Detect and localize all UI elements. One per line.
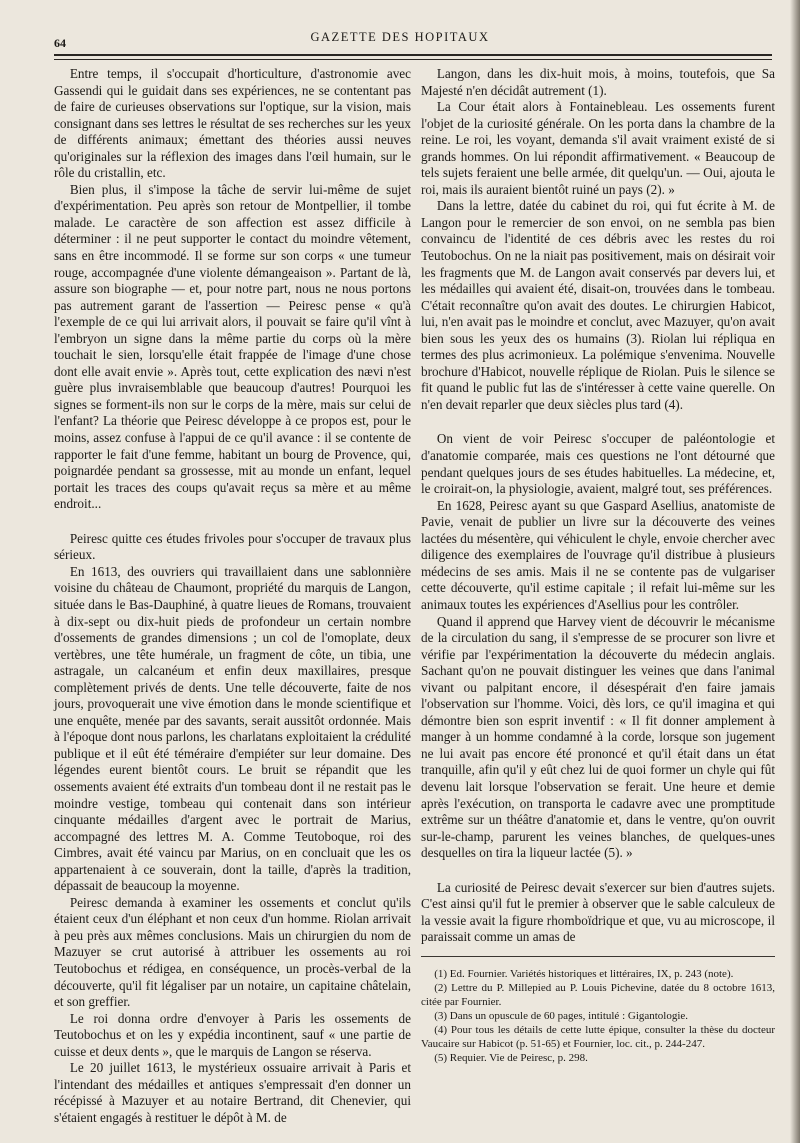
paragraph: La curiosité de Peiresc devait s'exercer sur bien d'autres sujets. C'est ainsi qu'il fut le premier à observer que le sable calculeux de la vessie avait la figure rhomboïdrique et que, vu au microscope, il paraissait comme un amas de <box>421 879 775 945</box>
footnote: (4) Pour tous les détails de cette lutte épique, consulter la thèse du docteur Vaucaire sur Habicot (p. 51-65) et Fournier, loc. cit., p. 244-247. <box>421 1023 775 1050</box>
paragraph: En 1613, des ouvriers qui travaillaient dans une sablonnière voisine du château de Chaumont, propriété du marquis de Langon, située dans le Bas-Dauphiné, à quatre lieues de Romans, trouvaient à dix-sept ou dix-huit pieds de profondeur un certain nombre d'ossements de grandes dimensions ; un col de l'omoplate, deux vertèbres, une tête humérale, un fragment de côte, un tibia, une astragale, un calcanéum et enfin deux maxillaires, presque complètement privés de dents. Une telle découverte, faite de nos jours, provoquerait une vive émotion dans le monde scientifique et une enquête, menée par des savants, serait aussitôt ordonnée. Mais à l'époque dont nous parlons, les charlatans exploitaient la crédulité publique et il eût été téméraire d'empiéter sur leur domaine. Des légendes eurent bientôt cours. Le bruit se répandit que les ossements avaient été extraits d'un tombeau dont il ne restait pas le moindre vestige, tombeau qui contenait dans son intérieur cinquante médailles d'argent avec le portrait de Marius, accompagné des lettres M. A. Comme Teutoboque, roi des Cimbres, avait été vaincu par Marius, on en concluait que les os appartenaient à ce souverain, dont la taille, d'après la tradition, dépassait de beaucoup la moyenne. <box>54 563 411 894</box>
paragraph: La Cour était alors à Fontainebleau. Les ossements furent l'objet de la curiosité générale. On les porta dans la chambre de la reine. Le roi, les voyant, demanda s'il avait vraiment existé de si grands hommes. On lui répondit affirmativement. « Beaucoup de tels sujets feraient une belle armée, dit quelqu'un. — Oui, ajouta le roi, mais ils auraient bientôt ruiné un pays (2). » <box>421 99 775 197</box>
footnote: (1) Ed. Fournier. Variétés historiques et littéraires, IX, p. 243 (note). <box>434 967 734 980</box>
footnote-separator <box>421 956 775 957</box>
paragraph: En 1628, Peiresc ayant su que Gaspard Asellius, anatomiste de Pavie, venait de publier un livre sur la découverte des veines lactées du mésentère, qui véhiculent le chyle, envoie chercher avec diligence des exemplaires de l'ouvrage qu'il distribue à plusieurs médecins de ses amis. Mais il ne se contente pas de vulgariser cette découverte, qu'il estime capitale ; il refait lui-même sur les animaux toutes les expériences d'Asellius pour les contrôler. <box>421 497 775 612</box>
paragraph: Le 20 juillet 1613, le mystérieux ossuaire arrivait à Paris et l'intendant des médailles et antiques s'empressait d'en donner un récépissé à Mazuyer et au notaire Bertrand, dit Chenevier, qui s'étaient engagés à restituer le dépôt à M. de <box>54 1060 411 1125</box>
page-number: 64 <box>54 36 66 50</box>
footnote: (5) Requier. Vie de Peiresc, p. 298. <box>434 1051 588 1064</box>
paragraph: Le roi donna ordre d'envoyer à Paris les ossements de Teutobochus et on les y expédia incontinent, sauf « une partie de cuisse et deux dents », que le marquis de Langon se réserva. <box>54 1010 411 1059</box>
paragraph: Bien plus, il s'impose la tâche de servir lui-même de sujet d'expérimentation. Peu après son retour de Montpellier, il tombe malade. Le caractère de son affection est assez difficile à déterminer : il ne peut supporter le contact du moindre vêtement, sans en être incommodé. Il se forme sur son corps « une tumeur rouge, accompagnée d'une violente démangeaison ». Partant de là, assure son biographe — et, pour notre part, nous ne nous portons pas autrement garant de l'assertion — Peiresc pense « qu'à l'exemple de ce qui lui arrivait alors, il pouvait se faire qu'il vînt à l'embryon un signe dans la même partie du corps où la mère touchait le sien, lorsqu'elle était frappée de l'image d'une chose dont elle avait envie ». Après tout, cette explication des nævi n'est guère plus invraisemblable que beaucoup d'autres! Pourquoi les signes se forment-ils non sur le corps de la mère, mais sur celui de l'enfant? La théorie que Peiresc développe à ce propos est, pour le moins, assez confuse à l'appui de ce qu'il avance : il se contente de rapporter le fait d'une femme, habitant un bourg de Provence, qui, poignardée pendant sa grossesse, mit au monde un enfant, lequel portait les traces des coups qu'avait reçus sa mère et au même endroit... <box>54 181 411 512</box>
paragraph: Langon, dans les dix-huit mois, à moins, toutefois, que Sa Majesté n'en décidât autrement (1). <box>421 66 775 98</box>
paragraph: Quand il apprend que Harvey vient de découvrir le mécanisme de la circulation du sang, il s'empresse de se procurer son livre et vérifie par l'expérimentation la découverte du médecin anglais. Sachant qu'on ne pouvait distinguer les veines que dans l'animal vivant ou palpitant encore, il désespérait d'en faire jamais l'observation sur l'homme. Voici, dès lors, ce qu'il imagina et qui démontre bien son esprit inventif : « Il fit donner amplement à manger à un homme condamné à la corde, lorsque son jugement ne lui avait pas encore été prononcé et qu'il était dans un état tranquille, afin qu'il y eût chez lui de quoi former un chyle qui fût devenu lait lorsque l'observation se ferait. Une heure et demie après l'exécution, on transporta le cadavre avec une promptitude extrême sur un théâtre d'anatomie et, dans le ventre, qu'on ouvrit sur-le-champ, parurent les veines blanches, de quelques-unes desquelles on tira la liqueur lactée (5). » <box>421 613 775 861</box>
page-edge-shadow <box>790 0 800 1143</box>
footnote: (2) Lettre du P. Millepied au P. Louis Pichevine, datée du 8 octobre 1613, citée par Fournier. <box>421 981 775 1008</box>
paragraph: Dans la lettre, datée du cabinet du roi, qui fut écrite à M. de Langon pour le remercier de son envoi, on ne sembla pas bien convaincu de l'identité de ces débris avec les restes du roi Teutobochus. On ne la niait pas positivement, mais on désirait voir les fragments que M. de Langon avait conservés par devers lui, et les médailles qui avaient été, disait-on, trouvées dans le tombeau. C'était reconnaître qu'on avait des doutes. Le chirurgien Habicot, lui, n'en avait pas le moindre et conclut, avec Mazuyer, qu'on avait bien sous les yeux des os humains (3). Riolan lui répliqua en termes des plus acrimonieux. La polémique s'envenima. Nouvelle brochure d'Habicot, nouvelle réplique de Riolan. Puis le silence se fit quand le public fut las de s'intéresser à cette vaine querelle. On n'en devait reparler que deux siècles plus tard (4). <box>421 198 775 412</box>
header-rule-thick <box>54 54 772 56</box>
paragraph: Peiresc quitte ces études frivoles pour s'occuper de travaux plus sérieux. <box>54 530 411 563</box>
left-column <box>54 66 411 1126</box>
right-column <box>421 66 775 1065</box>
footnotes <box>421 967 775 1065</box>
paragraph: Peiresc demanda à examiner les ossements et conclut qu'ils étaient ceux d'un éléphant et non ceux d'un homme. Riolan arrivait à peu près aux mêmes conclusions. Mais un chirurgien du nom de Mazuyer se crut autorisé à attribuer les ossements au roi Teutobochus et rédigea, en conséquence, un procès-verbal de la découverte, qu'il fit légaliser par un notaire, un capitaine châtelain, et son greffier. <box>54 894 411 1010</box>
footnote: (3) Dans un opuscule de 60 pages, intitulé : Gigantologie. <box>434 1009 689 1022</box>
paragraph: On vient de voir Peiresc s'occuper de paléontologie et d'anatomie comparée, mais ces questions ne l'ont détourné que pendant quelques jours de ses études habituelles. La médecine, et, le croirait-on, la physiologie, avaient, malgré tout, ses préférences. <box>421 431 775 497</box>
running-title: GAZETTE DES HOPITAUX <box>310 30 490 44</box>
header-rule-thin <box>54 59 772 60</box>
paragraph: Entre temps, il s'occupait d'horticulture, d'astronomie avec Gassendi qui le guidait dans ses expériences, ne se contentant pas de faire de curieuses observations sur l'optique, sur la vision, mais consignant dans ses lettres le résultat de ses recherches sur les yeux de différents animaux; émettant des théories aussi neuves qu'originales sur la réflexion des images dans l'œil humain, sur le rôle du cristallin, etc. <box>54 66 411 181</box>
